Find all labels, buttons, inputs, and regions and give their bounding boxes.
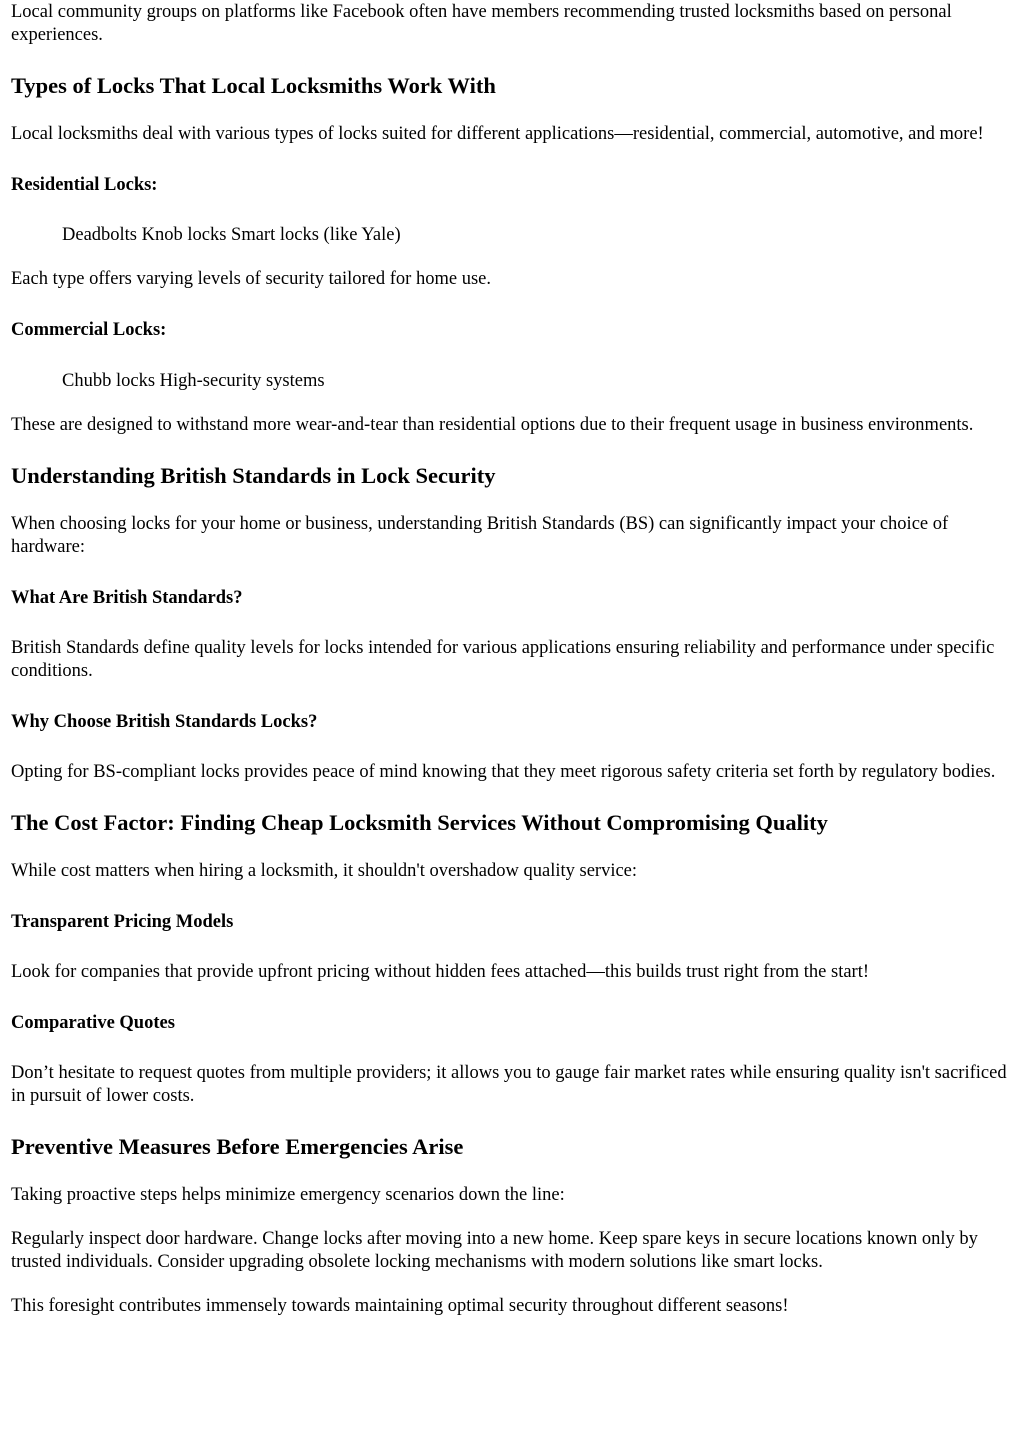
british-what-text: British Standards define quality levels for locks intended for various applications ensuring reliability and performance under specific conditions. <box>11 638 995 681</box>
commercial-heading: Commercial Locks: <box>11 320 167 340</box>
residential-list: Deadbolts Knob locks Smart locks (like Yale) <box>62 225 401 245</box>
preventive-intro: Taking proactive steps helps minimize emergency scenarios down the line: <box>11 1185 565 1205</box>
british-intro: When choosing locks for your home or business, understanding British Standards (BS) can significantly impact your choice of hardware: <box>11 514 949 557</box>
commercial-note: These are designed to withstand more wear-and-tear than residential options due to their frequent usage in business environments. <box>11 415 974 435</box>
preventive-heading: Preventive Measures Before Emergencies Arise <box>11 1134 464 1159</box>
transparent-pricing-heading: Transparent Pricing Models <box>11 912 234 932</box>
article-body <box>11 0 1011 1318</box>
preventive-steps: Regularly inspect door hardware. Change locks after moving into a new home. Keep spare keys in secure locations known only by trusted individuals. Consider upgrading obsolete locking mechanisms with modern solutions like smart locks. <box>11 1229 978 1272</box>
preventive-closing: This foresight contributes immensely towards maintaining optimal security throughout different seasons! <box>11 1296 789 1316</box>
comparative-quotes-heading: Comparative Quotes <box>11 1013 175 1033</box>
british-what-heading: What Are British Standards? <box>11 588 243 608</box>
cost-intro: While cost matters when hiring a locksmith, it shouldn't overshadow quality service: <box>11 861 638 881</box>
intro-paragraph: Local community groups on platforms like Facebook often have members recommending trusted locksmiths based on personal experiences. <box>11 2 952 45</box>
transparent-pricing-text: Look for companies that provide upfront pricing without hidden fees attached—this builds trust right from the start! <box>11 962 870 982</box>
comparative-quotes-text: Don’t hesitate to request quotes from multiple providers; it allows you to gauge fair market rates while ensuring quality isn't sacrificed in pursuit of lower costs. <box>11 1063 1007 1106</box>
residential-note: Each type offers varying levels of security tailored for home use. <box>11 269 491 289</box>
british-why-heading: Why Choose British Standards Locks? <box>11 712 318 732</box>
types-intro: Local locksmiths deal with various types of locks suited for different applications—residential, commercial, automotive, and more! <box>11 124 984 144</box>
types-heading: Types of Locks That Local Locksmiths Work With <box>11 73 496 98</box>
residential-heading: Residential Locks: <box>11 175 158 195</box>
commercial-list: Chubb locks High-security systems <box>62 371 325 391</box>
cost-heading: The Cost Factor: Finding Cheap Locksmith Services Without Compromising Quality <box>11 810 828 835</box>
british-why-text: Opting for BS-compliant locks provides peace of mind knowing that they meet rigorous safety criteria set forth by regulatory bodies. <box>11 762 996 782</box>
british-heading: Understanding British Standards in Lock Security <box>11 463 496 488</box>
